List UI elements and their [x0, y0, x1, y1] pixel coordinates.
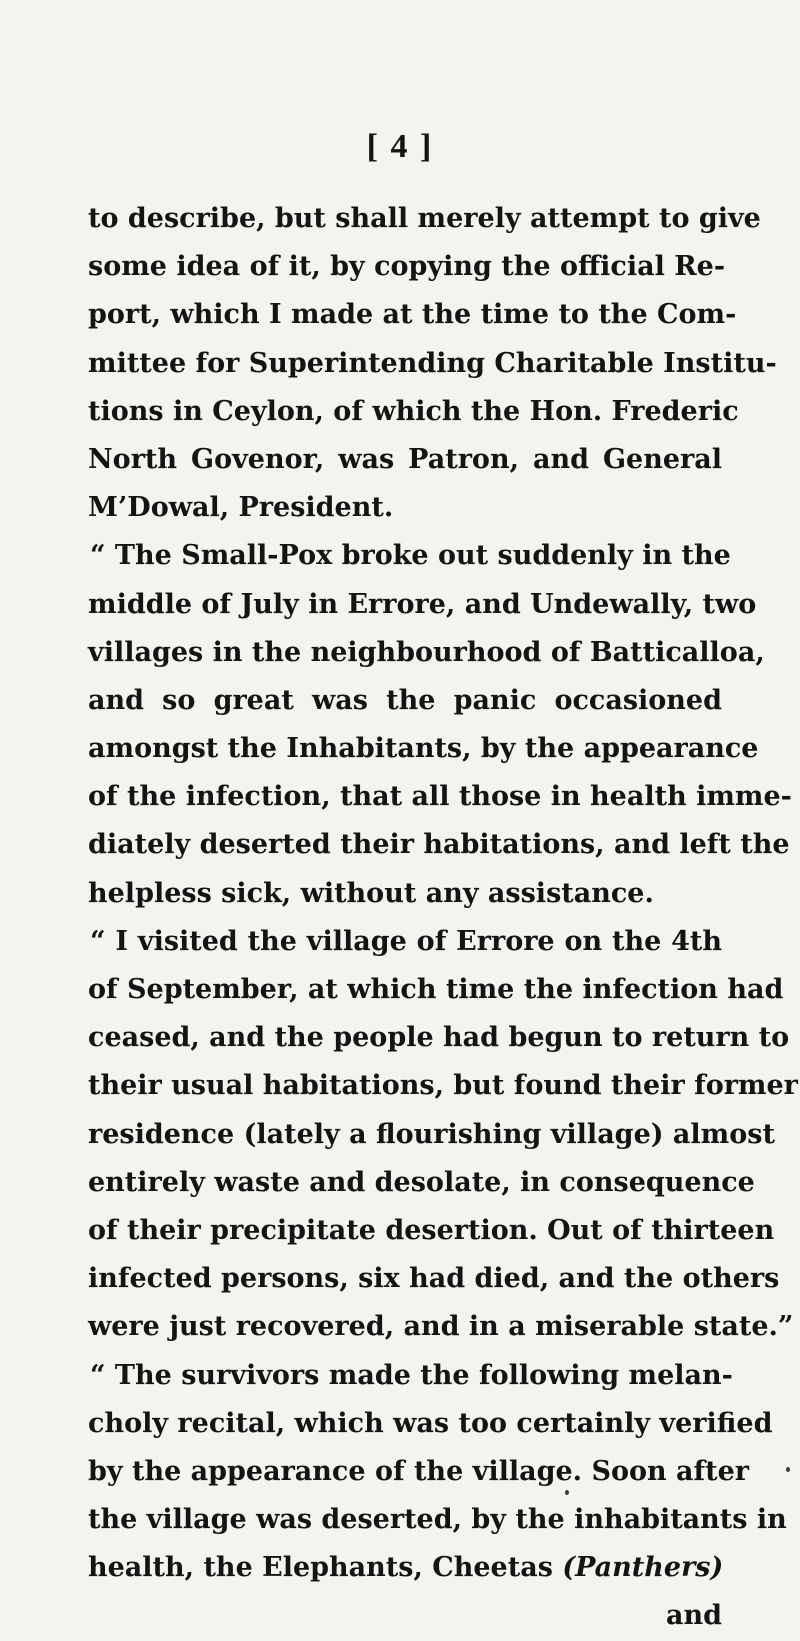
- text-line: North Govenor, was Patron, and General: [88, 443, 722, 475]
- text-line: choly recital, which was too certainly verified: [88, 1407, 773, 1439]
- text-line: entirely waste and desolate, in consequence: [88, 1166, 755, 1198]
- text-line: of the infection, that all those in health imme-: [88, 781, 792, 813]
- text-line: mittee for Superintending Charitable Institu-: [88, 347, 777, 379]
- text-line: were just recovered, and in a miserable state.”: [88, 1311, 794, 1343]
- page-number: [ 4 ]: [366, 128, 434, 165]
- text-line: port, which I made at the time to the Com-: [88, 299, 737, 331]
- body-text: [88, 195, 798, 1641]
- text-line: by the appearance of the village. Soon after: [88, 1455, 749, 1487]
- text-line: “ I visited the village of Errore on the 4th: [90, 925, 722, 957]
- text-line: their usual habitations, but found their former: [88, 1070, 798, 1102]
- text-line: and so great was the panic occasioned: [88, 684, 722, 716]
- text-segment: health, the Elephants, Cheetas: [88, 1552, 553, 1584]
- ink-speck: [786, 1467, 790, 1472]
- text-line-with-italic: [88, 1544, 722, 1592]
- text-line: the village was deserted, by the inhabitants in: [88, 1504, 787, 1536]
- text-line: residence (lately a flourishing village) almost: [88, 1118, 775, 1150]
- text-line: ceased, and the people had begun to return to: [88, 1022, 790, 1054]
- text-line: infected persons, six had died, and the others: [88, 1263, 780, 1295]
- text-line: amongst the Inhabitants, by the appearance: [88, 733, 759, 765]
- text-line: tions in Ceylon, of which the Hon. Frederic: [88, 395, 739, 427]
- text-line: to describe, but shall merely attempt to give: [88, 203, 761, 234]
- text-line: “ The survivors made the following melan-: [90, 1359, 733, 1391]
- text-line: some idea of it, by copying the official Re-: [88, 251, 726, 283]
- ink-speck: [565, 1490, 569, 1495]
- text-line: of September, at which time the infection had: [88, 974, 784, 1005]
- text-line: M’Dowal, President.: [88, 492, 394, 524]
- text-line: helpless sick, without any assistance.: [88, 877, 654, 909]
- text-line: villages in the neighbourhood of Batticalloa,: [88, 636, 765, 668]
- text-line: of their precipitate desertion. Out of thirteen: [88, 1214, 775, 1246]
- text-line: “ The Small-Pox broke out suddenly in the: [90, 540, 731, 572]
- text-line: diately deserted their habitations, and left the: [88, 829, 790, 861]
- italic-phrase: (Panthers): [562, 1552, 724, 1584]
- text-line: middle of July in Errore, and Undewally, two: [88, 588, 757, 620]
- catchword: and: [665, 1600, 722, 1632]
